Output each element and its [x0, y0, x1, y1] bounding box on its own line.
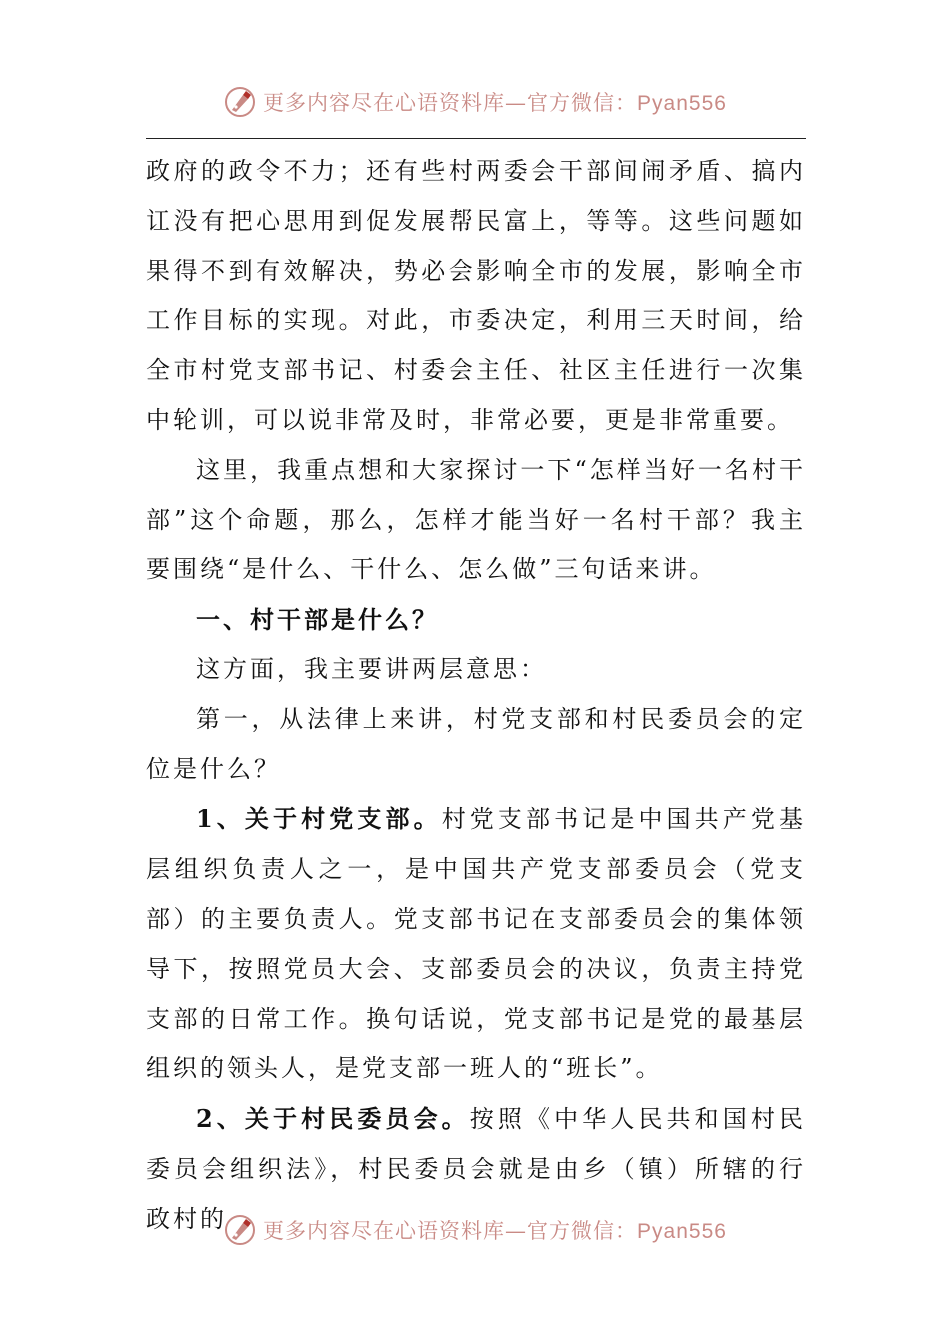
pen-nib-logo-icon: [223, 1213, 257, 1247]
pen-nib-logo-icon: [223, 85, 257, 119]
paragraph-5: [146, 794, 806, 1094]
footer-banner: [0, 1210, 950, 1250]
paragraph-6-text: 按照《中华人民共和国村民委员会组织法》，村民委员会就是由乡（镇）所辖的行政村的: [146, 1105, 806, 1233]
footer-banner-handle: Pyan556: [637, 1220, 727, 1243]
header-banner: [0, 82, 950, 122]
paragraph-3: 这方面，我主要讲两层意思：: [196, 654, 547, 683]
header-divider: [146, 138, 806, 139]
document-body: [146, 147, 806, 1245]
footer-banner-text: 更多内容尽在心语资料库—官方微信：Pyan556: [263, 1219, 727, 1243]
paragraph-1: 政府的政令不力；还有些村两委会干部间闹矛盾、搞内讧没有把心思用到促发展帮民富上，等等。这些问题如果得不到有效解决，势必会影响全市的发展，影响全市工作目标的实现。对此，市委决定，利用三天时间，给全市村党支部书记、村委会主任、社区主任进行一次集中轮训，可以说非常及时，非常必要，更是非常重要。: [146, 157, 806, 434]
banner-handle: Pyan556: [637, 92, 727, 115]
paragraph-6-lead: 2、关于村民委员会。: [196, 1104, 470, 1134]
section-heading: 一、村干部是什么？: [196, 605, 439, 635]
paragraph-5-text: 村党支部书记是中国共产党基层组织负责人之一，是中国共产党支部委员会（党支部）的主要负责人。党支部书记在支部委员会的集体领导下，按照党员大会、支部委员会的决议，负责主持党支部的日常工作。换句话说，党支部书记是党的最基层组织的领头人，是党支部一班人的“班长”。: [146, 805, 806, 1083]
paragraph-2: 这里，我重点想和大家探讨一下“怎样当好一名村干部”这个命题，那么，怎样才能当好一名村干部？我主要围绕“是什么、干什么、怎么做”三句话来讲。: [146, 455, 806, 584]
paragraph-4: 第一，从法律上来讲，村党支部和村民委员会的定位是什么？: [146, 704, 806, 783]
paragraph-5-lead: 1、关于村党支部。: [196, 804, 442, 834]
banner-text: 更多内容尽在心语资料库—官方微信：Pyan556: [263, 91, 727, 115]
